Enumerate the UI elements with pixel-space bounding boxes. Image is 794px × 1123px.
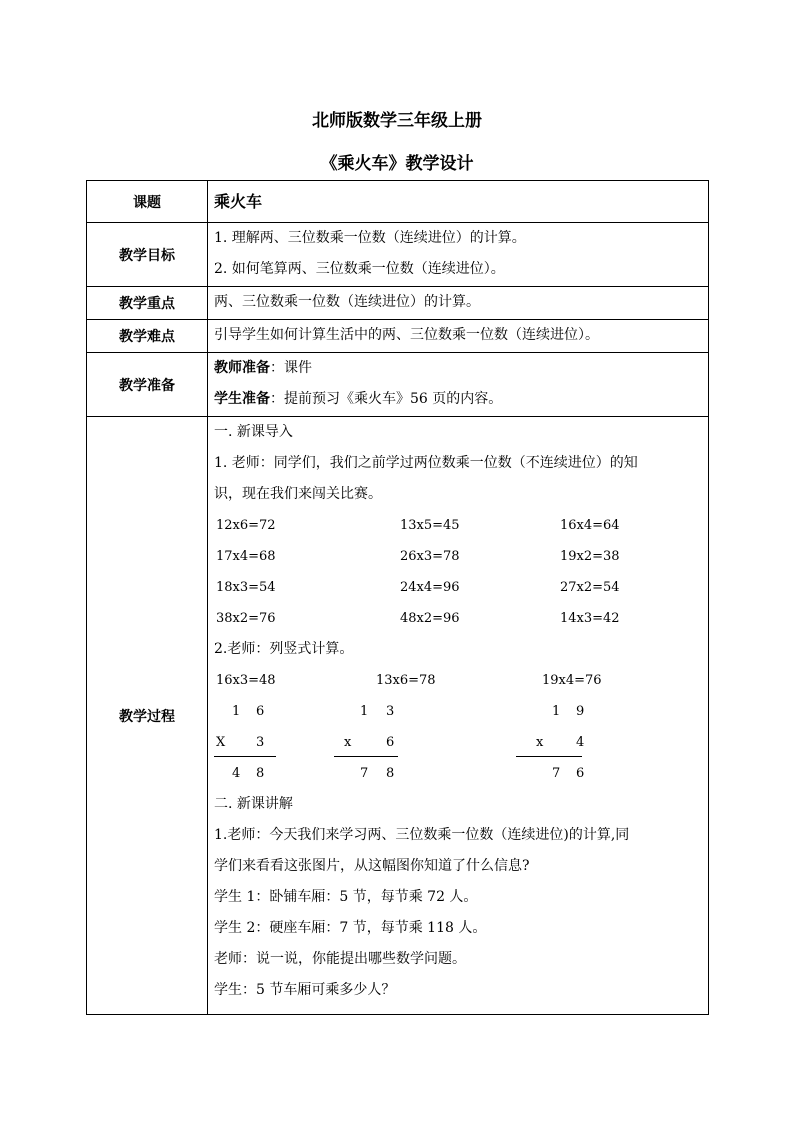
digit: 9 [576, 704, 585, 719]
prep-teacher-label: 教师准备 [214, 360, 270, 376]
equation: 13x5=45 [400, 518, 460, 533]
digit: 6 [386, 735, 395, 750]
label-process: 教学过程 [87, 417, 208, 1015]
digit: 1 [360, 704, 369, 719]
multiply-sign: x [536, 735, 544, 750]
lesson-plan-table [86, 180, 709, 1015]
digit: 7 [360, 766, 369, 781]
prep-student-label: 学生准备 [214, 391, 270, 407]
s2-paragraph-1b: 学们来看看这张图片，从这幅图你知道了什么信息? [214, 858, 530, 874]
equation: 19x2=38 [560, 549, 620, 564]
goal-2: 2. 如何笔算两、三位数乘一位数（连续进位）。 [214, 261, 505, 277]
label-prep: 教学准备 [87, 353, 208, 417]
equation-row [214, 603, 702, 634]
prep-student-value: ：提前预习《乘火车》56 页的内容。 [270, 391, 503, 407]
digit: 8 [256, 766, 265, 781]
section-1-title: 一. 新课导入 [214, 424, 293, 440]
prep-teacher [214, 353, 702, 384]
row-goals [87, 223, 709, 287]
underline [334, 756, 398, 757]
underline [214, 756, 276, 757]
prep-teacher-value: ：课件 [270, 360, 312, 376]
s2-line-4: 学生：5 节车厢可乘多少人？ [214, 982, 396, 998]
topic-value: 乘火车 [214, 192, 263, 211]
equation: 27x2=54 [560, 580, 620, 595]
equation: 26x3=78 [400, 549, 460, 564]
s1-paragraph-2: 2.老师：列竖式计算。 [214, 641, 354, 657]
digit: 1 [552, 704, 561, 719]
goal-1: 1. 理解两、三位数乘一位数（连续进位）的计算。 [214, 230, 526, 246]
difficulty-value: 引导学生如何计算生活中的两、三位数乘一位数（连续进位）。 [214, 327, 599, 343]
equation-row [214, 572, 702, 603]
label-key: 教学重点 [87, 287, 208, 320]
vertical-header: 13x6=78 [376, 673, 436, 688]
s1-paragraph-1b: 识，现在我们来闯关比赛。 [214, 486, 382, 502]
digit: 7 [552, 766, 561, 781]
vertical-multipliers [214, 727, 702, 758]
equation: 17x4=68 [216, 549, 276, 564]
digit: 6 [256, 704, 265, 719]
equation-row [214, 541, 702, 572]
digit: 3 [386, 704, 395, 719]
label-topic: 课题 [87, 181, 208, 223]
row-key [87, 287, 709, 320]
document-subtitle: 《乘火车》教学设计 [320, 154, 474, 174]
vertical-multiplicands [214, 696, 702, 727]
multiply-sign: X [216, 735, 226, 750]
underline [516, 756, 582, 757]
s1-paragraph-1a: 1. 老师：同学们，我们之前学过两位数乘一位数（不连续进位）的知 [214, 455, 638, 471]
digit: 6 [576, 766, 585, 781]
digit: 1 [232, 704, 241, 719]
vertical-results [214, 758, 702, 789]
vertical-header: 19x4=76 [542, 673, 602, 688]
equation: 14x3=42 [560, 611, 620, 626]
equation: 38x2=76 [216, 611, 276, 626]
row-topic [87, 181, 709, 223]
key-value: 两、三位数乘一位数（连续进位）的计算。 [214, 294, 480, 310]
digit: 4 [576, 735, 585, 750]
digit: 4 [232, 766, 241, 781]
digit: 8 [386, 766, 395, 781]
label-difficulty: 教学难点 [87, 320, 208, 353]
s2-line-3: 老师：说一说，你能提出哪些数学问题。 [214, 951, 466, 967]
row-prep [87, 353, 709, 417]
equation: 18x3=54 [216, 580, 276, 595]
document-title: 北师版数学三年级上册 [312, 111, 482, 131]
digit: 3 [256, 735, 265, 750]
vertical-headers [214, 665, 702, 696]
row-difficulty [87, 320, 709, 353]
equation: 16x4=64 [560, 518, 620, 533]
multiply-sign: x [344, 735, 352, 750]
prep-student [214, 384, 702, 415]
label-goals: 教学目标 [87, 223, 208, 287]
vertical-header: 16x3=48 [216, 673, 276, 688]
equation: 24x4=96 [400, 580, 460, 595]
equation-row [214, 510, 702, 541]
s2-line-1: 学生 1：卧铺车厢：5 节，每节乘 72 人。 [214, 889, 478, 905]
row-process [87, 417, 709, 1015]
section-2-title: 二. 新课讲解 [214, 796, 293, 812]
s2-paragraph-1a: 1.老师：今天我们来学习两、三位数乘一位数（连续进位)的计算,同 [214, 827, 630, 843]
equation: 48x2=96 [400, 611, 460, 626]
equation: 12x6=72 [216, 518, 276, 533]
s2-line-2: 学生 2：硬座车厢：7 节，每节乘 118 人。 [214, 920, 487, 936]
